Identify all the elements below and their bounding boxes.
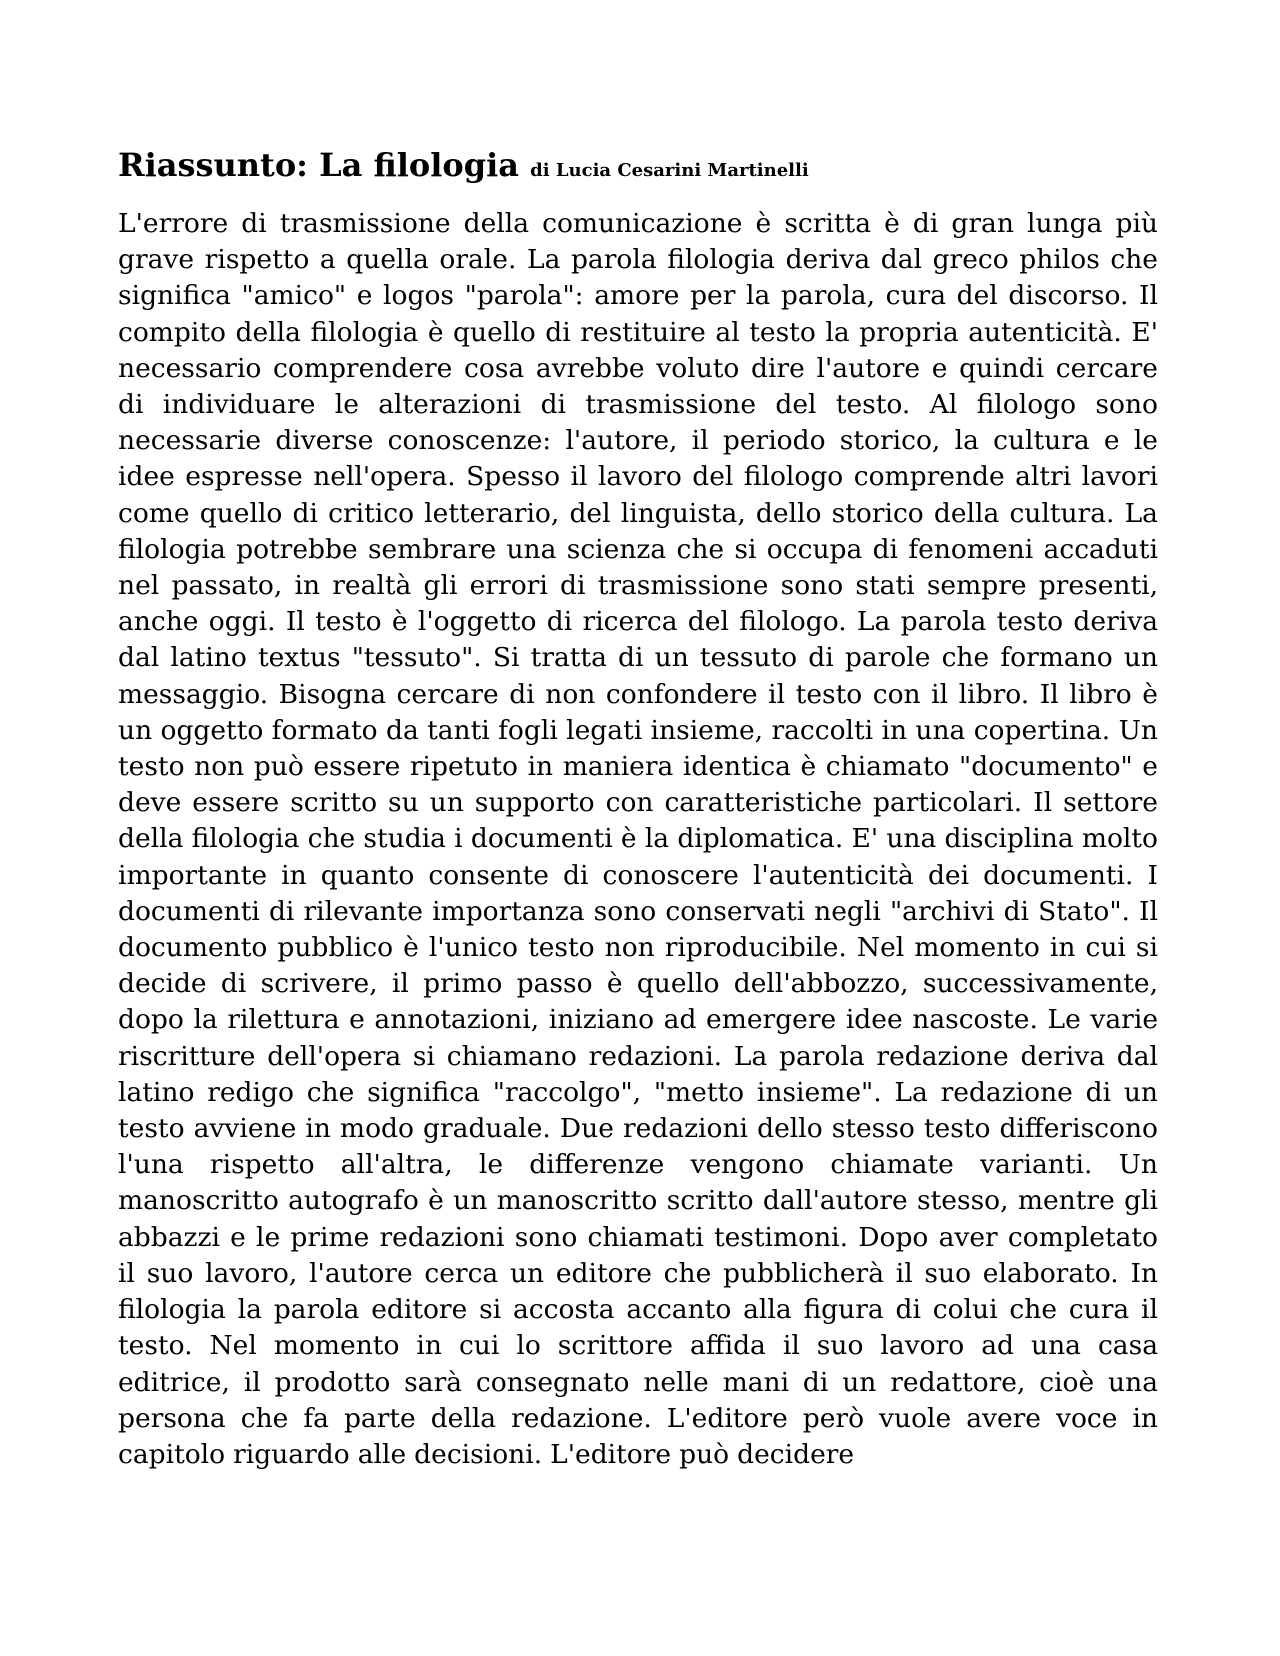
document-page [118, 146, 1158, 1473]
document-body: L'errore di trasmissione della comunicazione è scritta è di gran lunga più grave rispetto a quella orale. La parola filologia deriva dal greco philos che significa "amico" e logos "parola": amore per la parola, cura del discorso. Il compito della filologia è quello di restituire al testo la propria autenticità. E' necessario comprendere cosa avrebbe voluto dire l'autore e quindi cercare di individuare le alterazioni di trasmissione del testo. Al filologo sono necessarie diverse conoscenze: l'autore, il periodo storico, la cultura e le idee espresse nell'opera. Spesso il lavoro del filologo comprende altri lavori come quello di critico letterario, del linguista, dello storico della cultura. La filologia potrebbe sembrare una scienza che si occupa di fenomeni accaduti nel passato, in realtà gli errori di trasmissione sono stati sempre presenti, anche oggi. Il testo è l'oggetto di ricerca del filologo. La parola testo deriva dal latino textus "tessuto". Si tratta di un tessuto di parole che formano un messaggio. Bisogna cercare di non confondere il testo con il libro. Il libro è un oggetto formato da tanti fogli legati insieme, raccolti in una copertina. Un testo non può essere ripetuto in maniera identica è chiamato "documento" e deve essere scritto su un supporto con caratteristiche particolari. Il settore della filologia che studia i documenti è la diplomatica. E' una disciplina molto importante in quanto consente di conoscere l'autenticità dei documenti. I documenti di rilevante importanza sono conservati negli "archivi di Stato". Il documento pubblico è l'unico testo non riproducibile. Nel momento in cui si decide di scrivere, il primo passo è quello dell'abbozzo, successivamente, dopo la rilettura e annotazioni, iniziano ad emergere idee nascoste. Le varie riscritture dell'opera si chiamano redazioni. La parola redazione deriva dal latino redigo che significa "raccolgo", "metto insieme". La redazione di un testo avviene in modo graduale. Due redazioni dello stesso testo differiscono l'una rispetto all'altra, le differenze vengono chiamate varianti. Un manoscritto autografo è un manoscritto scritto dall'autore stesso, mentre gli abbazzi e le prime redazioni sono chiamati testimoni. Dopo aver completato il suo lavoro, l'autore cerca un editore che pubblicherà il suo elaborato. In filologia la parola editore si accosta accanto alla figura di colui che cura il testo. Nel momento in cui lo scrittore affida il suo lavoro ad una casa editrice, il prodotto sarà consegnato nelle mani di un redattore, cioè una persona che fa parte della redazione. L'editore però vuole avere voce in capitolo riguardo alle decisioni. L'editore può decidere [118, 208, 1158, 1470]
document-heading [118, 146, 1158, 184]
document-author: di Lucia Cesarini Martinelli [530, 160, 809, 181]
document-title: Riassunto: La filologia [118, 146, 520, 184]
